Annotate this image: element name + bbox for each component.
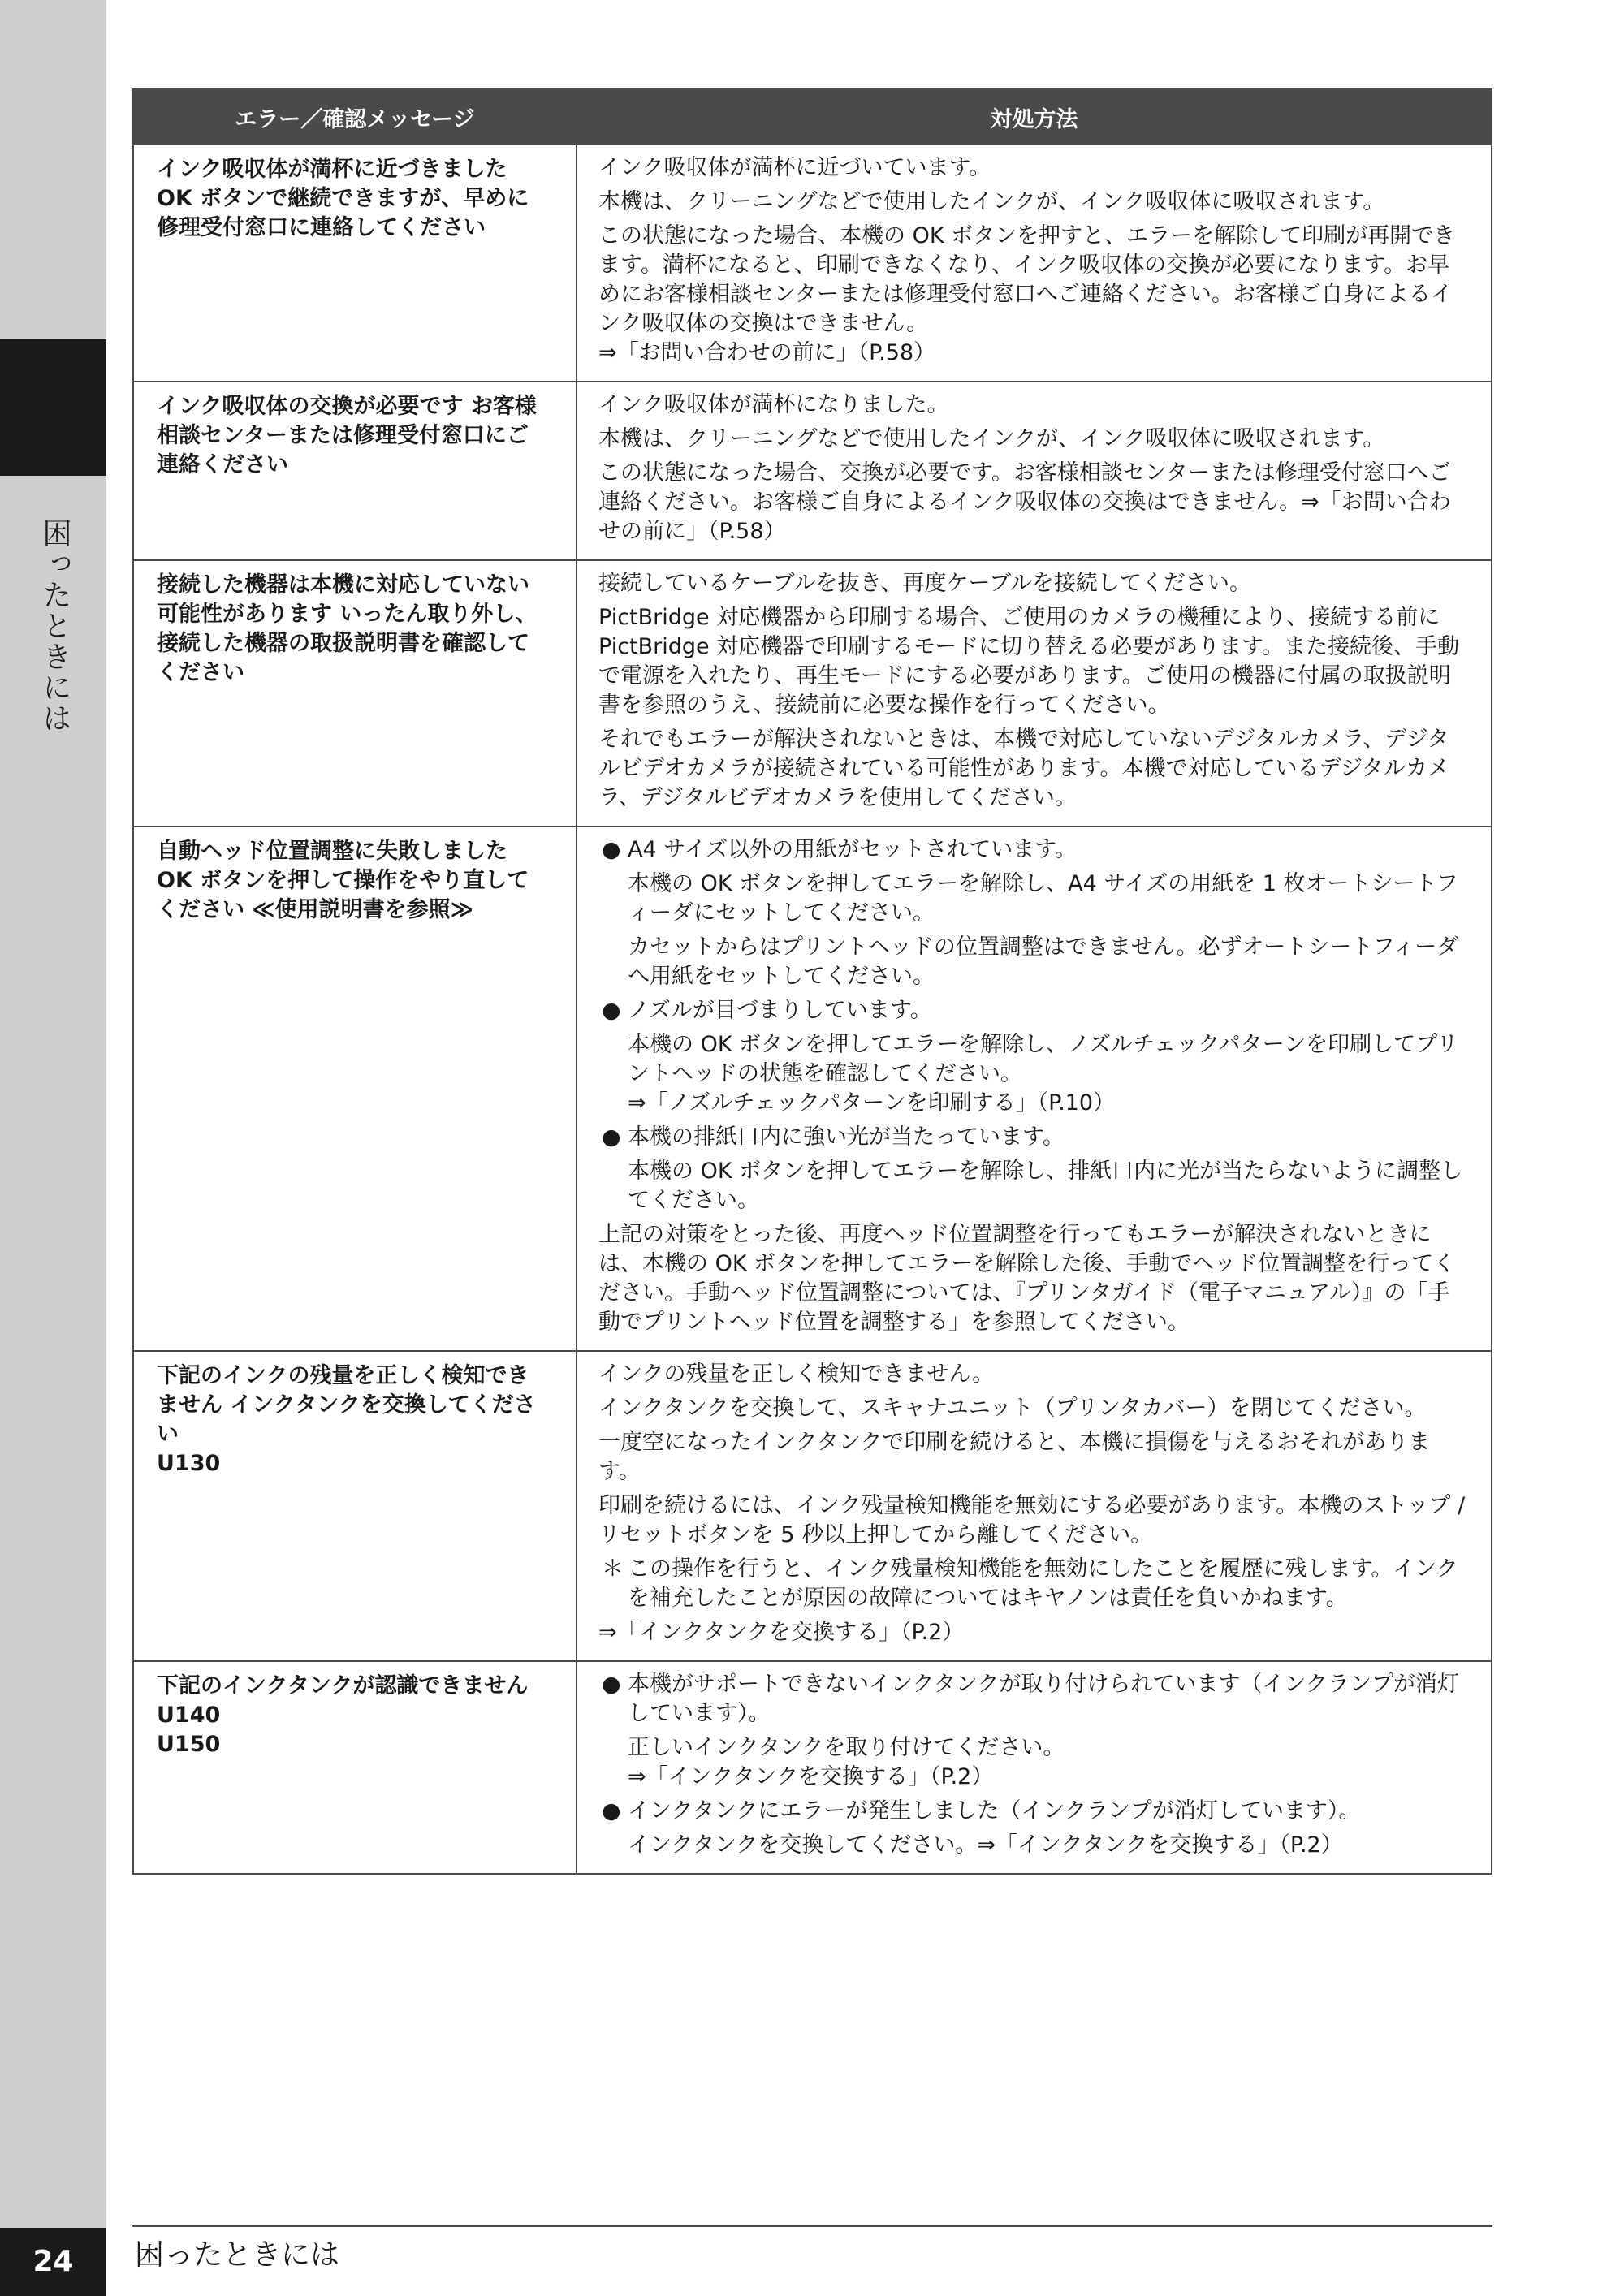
error-message-cell [133, 1661, 577, 1874]
solution-cell [577, 382, 1492, 560]
reference-link: ⇒「ノズルチェックパターンを印刷する」（P.10） [628, 1090, 1116, 1116]
page-number: 24 [0, 2228, 106, 2296]
error-message-line: い [157, 1422, 179, 1447]
error-code: U140 [157, 1703, 221, 1728]
solution-cell [577, 560, 1492, 826]
bullet-text: ノズルが目づまりしています。 [628, 998, 932, 1023]
error-message-line: 可能性があります いったん取り外し、 [157, 602, 538, 627]
footer-divider [132, 2225, 1492, 2227]
error-message-line: 下記のインクの残量を正しく検知でき [157, 1363, 529, 1388]
error-message-cell [133, 1351, 577, 1661]
error-message-line: 相談センターまたは修理受付窓口にご [157, 423, 529, 448]
error-message-line: 自動ヘッド位置調整に失敗しました [157, 839, 508, 864]
solution-text: 印刷を続けるには、インク残量検知機能を無効にする必要があります。本機のストップ / リセットボタンを 5 秒以上押してから離してください。 [598, 1493, 1466, 1547]
bullet-detail: インクタンクを交換してください。⇒「インクタンクを交換する」（P.2） [628, 1832, 1343, 1858]
bullet-detail: カセットからはプリントヘッドの位置調整はできません。必ずオートシートフィーダへ用紙をセットしてください。 [628, 934, 1459, 989]
header-solution: 対処方法 [577, 89, 1492, 145]
error-message-line: 修理受付窓口に連絡してください [157, 215, 486, 240]
solution-cell [577, 1351, 1492, 1661]
bullet-text: インクタンクにエラーが発生しました（インクランプが消灯しています）。 [628, 1798, 1361, 1823]
section-tab [0, 339, 106, 476]
table-row [133, 826, 1492, 1351]
bullet-text: 本機がサポートできないインクタンクが取り付けられています（インクランプが消灯しています）。 [628, 1672, 1459, 1726]
bullet-item [598, 996, 1466, 1025]
bullet-icon: ● [602, 998, 621, 1023]
table-row [133, 1351, 1492, 1661]
error-table [132, 88, 1492, 1875]
error-message-line: ください ≪使用説明書を参照≫ [157, 897, 473, 922]
reference-link: ⇒「インクタンクを交換する」（P.2） [598, 1620, 965, 1645]
error-message-cell [133, 560, 577, 826]
bullet-detail: 正しいインクタンクを取り付けてください。 [628, 1735, 1065, 1760]
error-message-line: 下記のインクタンクが認識できません [157, 1673, 529, 1698]
solution-text: 本機は、クリーニングなどで使用したインクが、インク吸収体に吸収されます。 [598, 189, 1385, 214]
footer-section-title: 困ったときには [135, 2238, 340, 2272]
solution-cell [577, 145, 1492, 382]
error-message-cell [133, 145, 577, 382]
note-item [598, 1555, 1466, 1613]
error-message-cell [133, 382, 577, 560]
table-row [133, 382, 1492, 560]
bullet-item [598, 835, 1466, 865]
solution-text: PictBridge 対応機器から印刷する場合、ご使用のカメラの機種により、接続する前に PictBridge 対応機器で印刷するモードに切り替える必要があります。また接続後、手動で電源を入れたり、再生モードにする必要があります。ご使用の機器に付属の取扱説明書を参照のうえ、接続前に必要な操作を行ってください。 [598, 605, 1459, 718]
error-message-line: インク吸収体が満杯に近づきました [157, 157, 508, 182]
asterisk-icon: ＊ [602, 1556, 624, 1582]
solution-text: 接続しているケーブルを抜き、再度ケーブルを接続してください。 [598, 571, 1252, 596]
table-row [133, 145, 1492, 382]
header-message: エラー／確認メッセージ [133, 89, 577, 145]
solution-text: インクの残量を正しく検知できません。 [598, 1362, 995, 1387]
solution-text: この状態になった場合、交換が必要です。お客様相談センターまたは修理受付窓口へご連絡ください。お客様ご自身によるインク吸収体の交換はできません。⇒「お問い合わせの前に」（P.58） [598, 460, 1451, 544]
solution-cell [577, 826, 1492, 1351]
solution-text: 一度空になったインクタンクで印刷を続けると、本機に損傷を与えるおそれがあります。 [598, 1430, 1431, 1484]
error-message-line: 連絡ください [157, 452, 288, 477]
bullet-item [598, 1670, 1466, 1728]
bullet-icon: ● [602, 1124, 621, 1150]
reference-link: ⇒「インクタンクを交換する」（P.2） [628, 1764, 994, 1789]
error-message-line: OK ボタンで継続できますが、早めに [157, 186, 529, 211]
solution-text: インクタンクを交換して、スキャナユニット（プリンタカバー）を閉じてください。 [598, 1396, 1427, 1421]
section-label: 困ったときには [38, 518, 71, 734]
bullet-icon: ● [602, 1672, 621, 1697]
solution-text: それでもエラーが解決されないときは、本機で対応していないデジタルカメラ、デジタルビデオカメラが接続されている可能性があります。本機で対応しているデジタルカメラ、デジタルビデオカメラを使用してください。 [598, 727, 1449, 810]
bullet-icon: ● [602, 837, 621, 862]
table-row [133, 560, 1492, 826]
solution-text: インク吸収体が満杯になりました。 [598, 392, 949, 417]
error-code: U150 [157, 1732, 221, 1757]
error-message-line: ください [157, 660, 244, 685]
bullet-detail: 本機の OK ボタンを押してエラーを解除し、排紙口内に光が当たらないように調整してください。 [628, 1159, 1463, 1213]
error-message-line: OK ボタンを押して操作をやり直して [157, 868, 529, 893]
solution-text: 上記の対策をとった後、再度ヘッド位置調整を行ってもエラーが解決されないときには、本機の OK ボタンを押してエラーを解除した後、手動でヘッド位置調整を行ってください。手動ヘッド位置調整については、『プリンタガイド（電子マニュアル）』の「手動でプリントヘッド位置を調整する」を参照してください。 [598, 1222, 1456, 1335]
bullet-text: 本機の排紙口内に強い光が当たっています。 [628, 1124, 1065, 1150]
solution-text: この状態になった場合、本機の OK ボタンを押すと、エラーを解除して印刷が再開できます。満杯になると、印刷できなくなり、インク吸収体の交換が必要になります。お早めにお客様相談センターまたは修理受付窓口へご連絡ください。お客様ご自身によるインク吸収体の交換はできません。 [598, 223, 1456, 336]
error-message-line: 接続した機器は本機に対応していない [157, 572, 529, 598]
error-code: U130 [157, 1451, 221, 1476]
bullet-detail: 本機の OK ボタンを押してエラーを解除し、ノズルチェックパターンを印刷してプリントヘッドの状態を確認してください。 [628, 1032, 1458, 1086]
bullet-item [598, 1123, 1466, 1152]
error-message-line: インク吸収体の交換が必要です お客様 [157, 394, 537, 419]
reference-link: ⇒「お問い合わせの前に」（P.58） [598, 340, 936, 365]
bullet-detail: 本機の OK ボタンを押してエラーを解除し、A4 サイズの用紙を 1 枚オートシートフィーダにセットしてください。 [628, 871, 1458, 926]
bullet-icon: ● [602, 1798, 621, 1823]
bullet-item [598, 1797, 1466, 1826]
table-row [133, 1661, 1492, 1874]
sidebar [0, 0, 106, 2228]
error-message-line: 接続した機器の取扱説明書を確認して [157, 631, 529, 656]
solution-cell [577, 1661, 1492, 1874]
note-text: この操作を行うと、インク残量検知機能を無効にしたことを履歴に残します。インクを補充したことが原因の故障についてはキヤノンは責任を負いかねます。 [628, 1556, 1458, 1611]
solution-text: 本機は、クリーニングなどで使用したインクが、インク吸収体に吸収されます。 [598, 426, 1385, 451]
bullet-text: A4 サイズ以外の用紙がセットされています。 [628, 837, 1077, 862]
solution-text: インク吸収体が満杯に近づいています。 [598, 155, 991, 180]
table-header-row [133, 89, 1492, 145]
error-message-cell [133, 826, 577, 1351]
error-message-line: ません インクタンクを交換してくださ [157, 1392, 536, 1418]
